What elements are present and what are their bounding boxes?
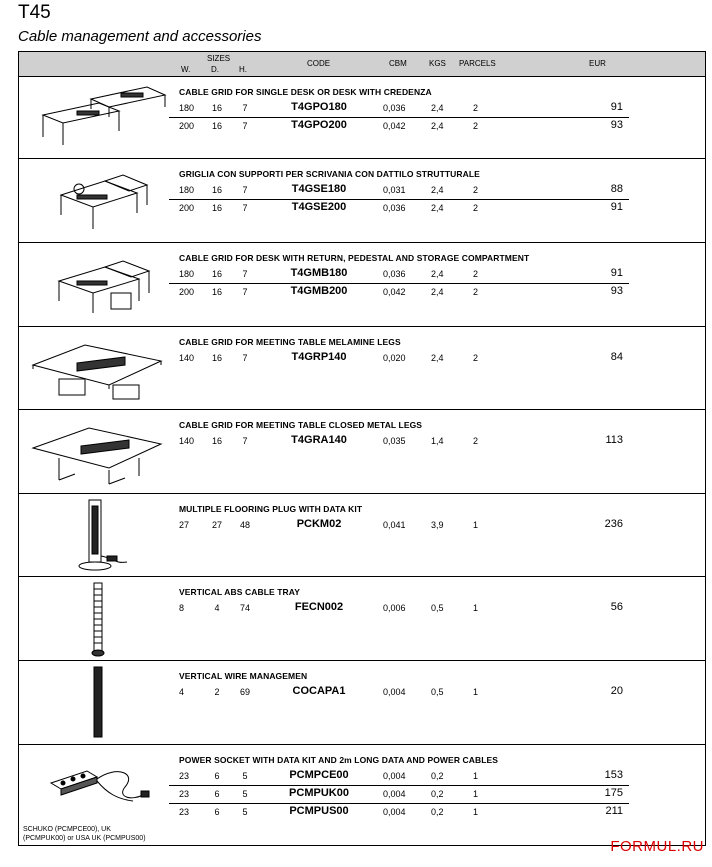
section-title: POWER SOCKET WITH DATA KIT AND 2m LONG DATA AND POWER CABLES: [179, 755, 499, 765]
col-w: W.: [181, 65, 191, 74]
section-desk-pedestal: [19, 243, 705, 327]
price-cell: 84: [610, 351, 623, 363]
table-row: [19, 118, 705, 135]
depth-cell: 16: [211, 103, 222, 113]
height-cell: 7: [242, 287, 248, 297]
cbm-cell: 0,004: [383, 771, 406, 781]
price-table: [18, 51, 706, 846]
section-wire-management: [19, 661, 705, 745]
table-row: [19, 768, 705, 785]
height-cell: 7: [242, 185, 248, 195]
depth-cell: 6: [214, 807, 220, 817]
width-cell: 180: [179, 269, 195, 279]
section-desk-return: [19, 159, 705, 243]
depth-cell: 6: [214, 771, 220, 781]
cbm-cell: 0,041: [383, 520, 406, 530]
cbm-cell: 0,006: [383, 603, 406, 613]
depth-cell: 16: [211, 121, 222, 131]
column-header: [19, 52, 705, 77]
height-cell: 5: [242, 771, 248, 781]
parcels-cell: 2: [473, 269, 479, 279]
code-cell: T4GRP140: [291, 351, 347, 363]
height-cell: 48: [239, 520, 250, 530]
col-eur: EUR: [589, 59, 606, 68]
width-cell: 200: [179, 121, 195, 131]
height-cell: 7: [242, 436, 248, 446]
table-row: [19, 100, 705, 117]
section-title: VERTICAL WIRE MANAGEMEN: [179, 671, 308, 681]
section-floor-plug: [19, 494, 705, 577]
section-title: CABLE GRID FOR DESK WITH RETURN, PEDESTAL AND STORAGE COMPARTMENT: [179, 253, 530, 263]
height-cell: 7: [242, 203, 248, 213]
table-row: [19, 350, 705, 367]
height-cell: 7: [242, 269, 248, 279]
height-cell: 7: [242, 103, 248, 113]
kgs-cell: 2,4: [431, 185, 444, 195]
width-cell: 200: [179, 203, 195, 213]
height-cell: 7: [242, 353, 248, 363]
table-row: [19, 804, 705, 821]
parcels-cell: 2: [473, 436, 479, 446]
col-code: CODE: [307, 59, 331, 68]
cbm-cell: 0,035: [383, 436, 406, 446]
price-cell: 93: [610, 119, 623, 131]
cbm-cell: 0,036: [383, 203, 406, 213]
vertical-cable-tray-icon: [83, 581, 113, 657]
width-cell: 8: [179, 603, 185, 613]
depth-cell: 16: [211, 185, 222, 195]
width-cell: 23: [179, 789, 190, 799]
code-cell: FECN002: [294, 601, 344, 613]
parcels-cell: 1: [473, 771, 479, 781]
width-cell: 200: [179, 287, 195, 297]
section-title: VERTICAL ABS CABLE TRAY: [179, 587, 300, 597]
parcels-cell: 1: [473, 807, 479, 817]
price-cell: 113: [605, 434, 623, 446]
price-cell: 153: [604, 769, 623, 781]
section-meeting-melamine: [19, 327, 705, 410]
parcels-cell: 1: [473, 603, 479, 613]
parcels-cell: 2: [473, 203, 479, 213]
depth-cell: 6: [214, 789, 220, 799]
kgs-cell: 0,2: [431, 771, 444, 781]
depth-cell: 16: [211, 203, 222, 213]
col-sizes: SIZES: [207, 54, 231, 63]
height-cell: 5: [242, 807, 248, 817]
section-cable-tray: [19, 577, 705, 661]
section-power-socket: [19, 745, 705, 845]
price-cell: 91: [610, 101, 623, 113]
width-cell: 23: [179, 807, 190, 817]
kgs-cell: 0,2: [431, 807, 444, 817]
code-cell: PCMPUK00: [289, 787, 349, 799]
code-cell: PCKM02: [296, 518, 342, 530]
floor-plug-tower-icon: [67, 498, 137, 574]
socket-variants-note: SCHUKO (PCMPCE00), UK (PCMPUK00) or USA UK (PCMPUS00): [23, 826, 146, 842]
col-h: H.: [239, 65, 247, 74]
table-row: [19, 266, 705, 283]
kgs-cell: 0,5: [431, 603, 444, 613]
kgs-cell: 2,4: [431, 353, 444, 363]
cbm-cell: 0,042: [383, 121, 406, 131]
desk-pedestal-grid-icon: [55, 249, 159, 317]
desk-return-grid-icon: [57, 165, 157, 233]
code-cell: T4GMB180: [290, 267, 348, 279]
code-cell: T4GSE200: [291, 201, 347, 213]
cbm-cell: 0,031: [383, 185, 406, 195]
col-kgs: KGS: [429, 59, 446, 68]
watermark-brand: FORMUL.RU: [610, 838, 704, 855]
code-cell: T4GPO180: [291, 101, 347, 113]
height-cell: 69: [239, 687, 250, 697]
depth-cell: 27: [211, 520, 222, 530]
col-cbm: CBM: [389, 59, 407, 68]
height-cell: 5: [242, 789, 248, 799]
section-desk-credenza: [19, 77, 705, 159]
kgs-cell: 2,4: [431, 287, 444, 297]
meeting-table-metal-icon: [29, 418, 169, 486]
section-title: CABLE GRID FOR SINGLE DESK OR DESK WITH CREDENZA: [179, 87, 432, 97]
section-title: MULTIPLE FLOORING PLUG WITH DATA KIT: [179, 504, 363, 514]
kgs-cell: 1,4: [431, 436, 444, 446]
price-cell: 93: [610, 285, 623, 297]
meeting-table-melamine-icon: [29, 335, 169, 403]
kgs-cell: 3,9: [431, 520, 444, 530]
col-d: D.: [211, 65, 219, 74]
width-cell: 140: [179, 436, 195, 446]
width-cell: 27: [179, 520, 190, 530]
kgs-cell: 2,4: [431, 269, 444, 279]
code-cell: T4GPO200: [291, 119, 347, 131]
parcels-cell: 1: [473, 520, 479, 530]
page-title: T45: [18, 2, 51, 23]
width-cell: 4: [179, 687, 185, 697]
kgs-cell: 0,5: [431, 687, 444, 697]
kgs-cell: 0,2: [431, 789, 444, 799]
section-title: GRIGLIA CON SUPPORTI PER SCRIVANIA CON DATTILO STRUTTURALE: [179, 169, 480, 179]
kgs-cell: 2,4: [431, 103, 444, 113]
section-title: CABLE GRID FOR MEETING TABLE CLOSED METAL LEGS: [179, 420, 423, 430]
cbm-cell: 0,020: [383, 353, 406, 363]
table-row: [19, 200, 705, 217]
kgs-cell: 2,4: [431, 203, 444, 213]
price-cell: 88: [610, 183, 623, 195]
depth-cell: 2: [214, 687, 220, 697]
col-parcels: PARCELS: [459, 59, 496, 68]
parcels-cell: 2: [473, 287, 479, 297]
cbm-cell: 0,004: [383, 807, 406, 817]
parcels-cell: 1: [473, 687, 479, 697]
section-meeting-metal: [19, 410, 705, 494]
code-cell: PCMPCE00: [289, 769, 349, 781]
width-cell: 140: [179, 353, 195, 363]
code-cell: T4GSE180: [291, 183, 347, 195]
price-cell: 211: [605, 805, 623, 817]
code-cell: T4GRA140: [291, 434, 347, 446]
width-cell: 180: [179, 185, 195, 195]
price-cell: 236: [604, 518, 623, 530]
price-cell: 20: [610, 685, 623, 697]
table-row: [19, 600, 705, 617]
page-subtitle: Cable management and accessories: [18, 28, 262, 45]
price-cell: 91: [610, 267, 623, 279]
height-cell: 7: [242, 121, 248, 131]
cbm-cell: 0,036: [383, 269, 406, 279]
cbm-cell: 0,036: [383, 103, 406, 113]
cbm-cell: 0,042: [383, 287, 406, 297]
table-row: [19, 517, 705, 534]
table-row: [19, 182, 705, 199]
price-cell: 56: [610, 601, 623, 613]
table-row: [19, 684, 705, 701]
parcels-cell: 2: [473, 353, 479, 363]
depth-cell: 16: [211, 353, 222, 363]
vertical-wire-management-icon: [85, 665, 111, 741]
height-cell: 74: [239, 603, 250, 613]
depth-cell: 16: [211, 287, 222, 297]
depth-cell: 16: [211, 269, 222, 279]
section-title: CABLE GRID FOR MEETING TABLE MELAMINE LEGS: [179, 337, 401, 347]
width-cell: 23: [179, 771, 190, 781]
parcels-cell: 1: [473, 789, 479, 799]
table-row: [19, 786, 705, 803]
code-cell: T4GMB200: [290, 285, 348, 297]
code-cell: PCMPUS00: [289, 805, 349, 817]
depth-cell: 16: [211, 436, 222, 446]
code-cell: COCAPA1: [292, 685, 346, 697]
table-row: [19, 284, 705, 301]
kgs-cell: 2,4: [431, 121, 444, 131]
parcels-cell: 2: [473, 185, 479, 195]
parcels-cell: 2: [473, 121, 479, 131]
price-cell: 175: [604, 787, 623, 799]
table-row: [19, 433, 705, 450]
cbm-cell: 0,004: [383, 687, 406, 697]
parcels-cell: 2: [473, 103, 479, 113]
depth-cell: 4: [214, 603, 220, 613]
cbm-cell: 0,004: [383, 789, 406, 799]
price-cell: 91: [610, 201, 623, 213]
width-cell: 180: [179, 103, 195, 113]
